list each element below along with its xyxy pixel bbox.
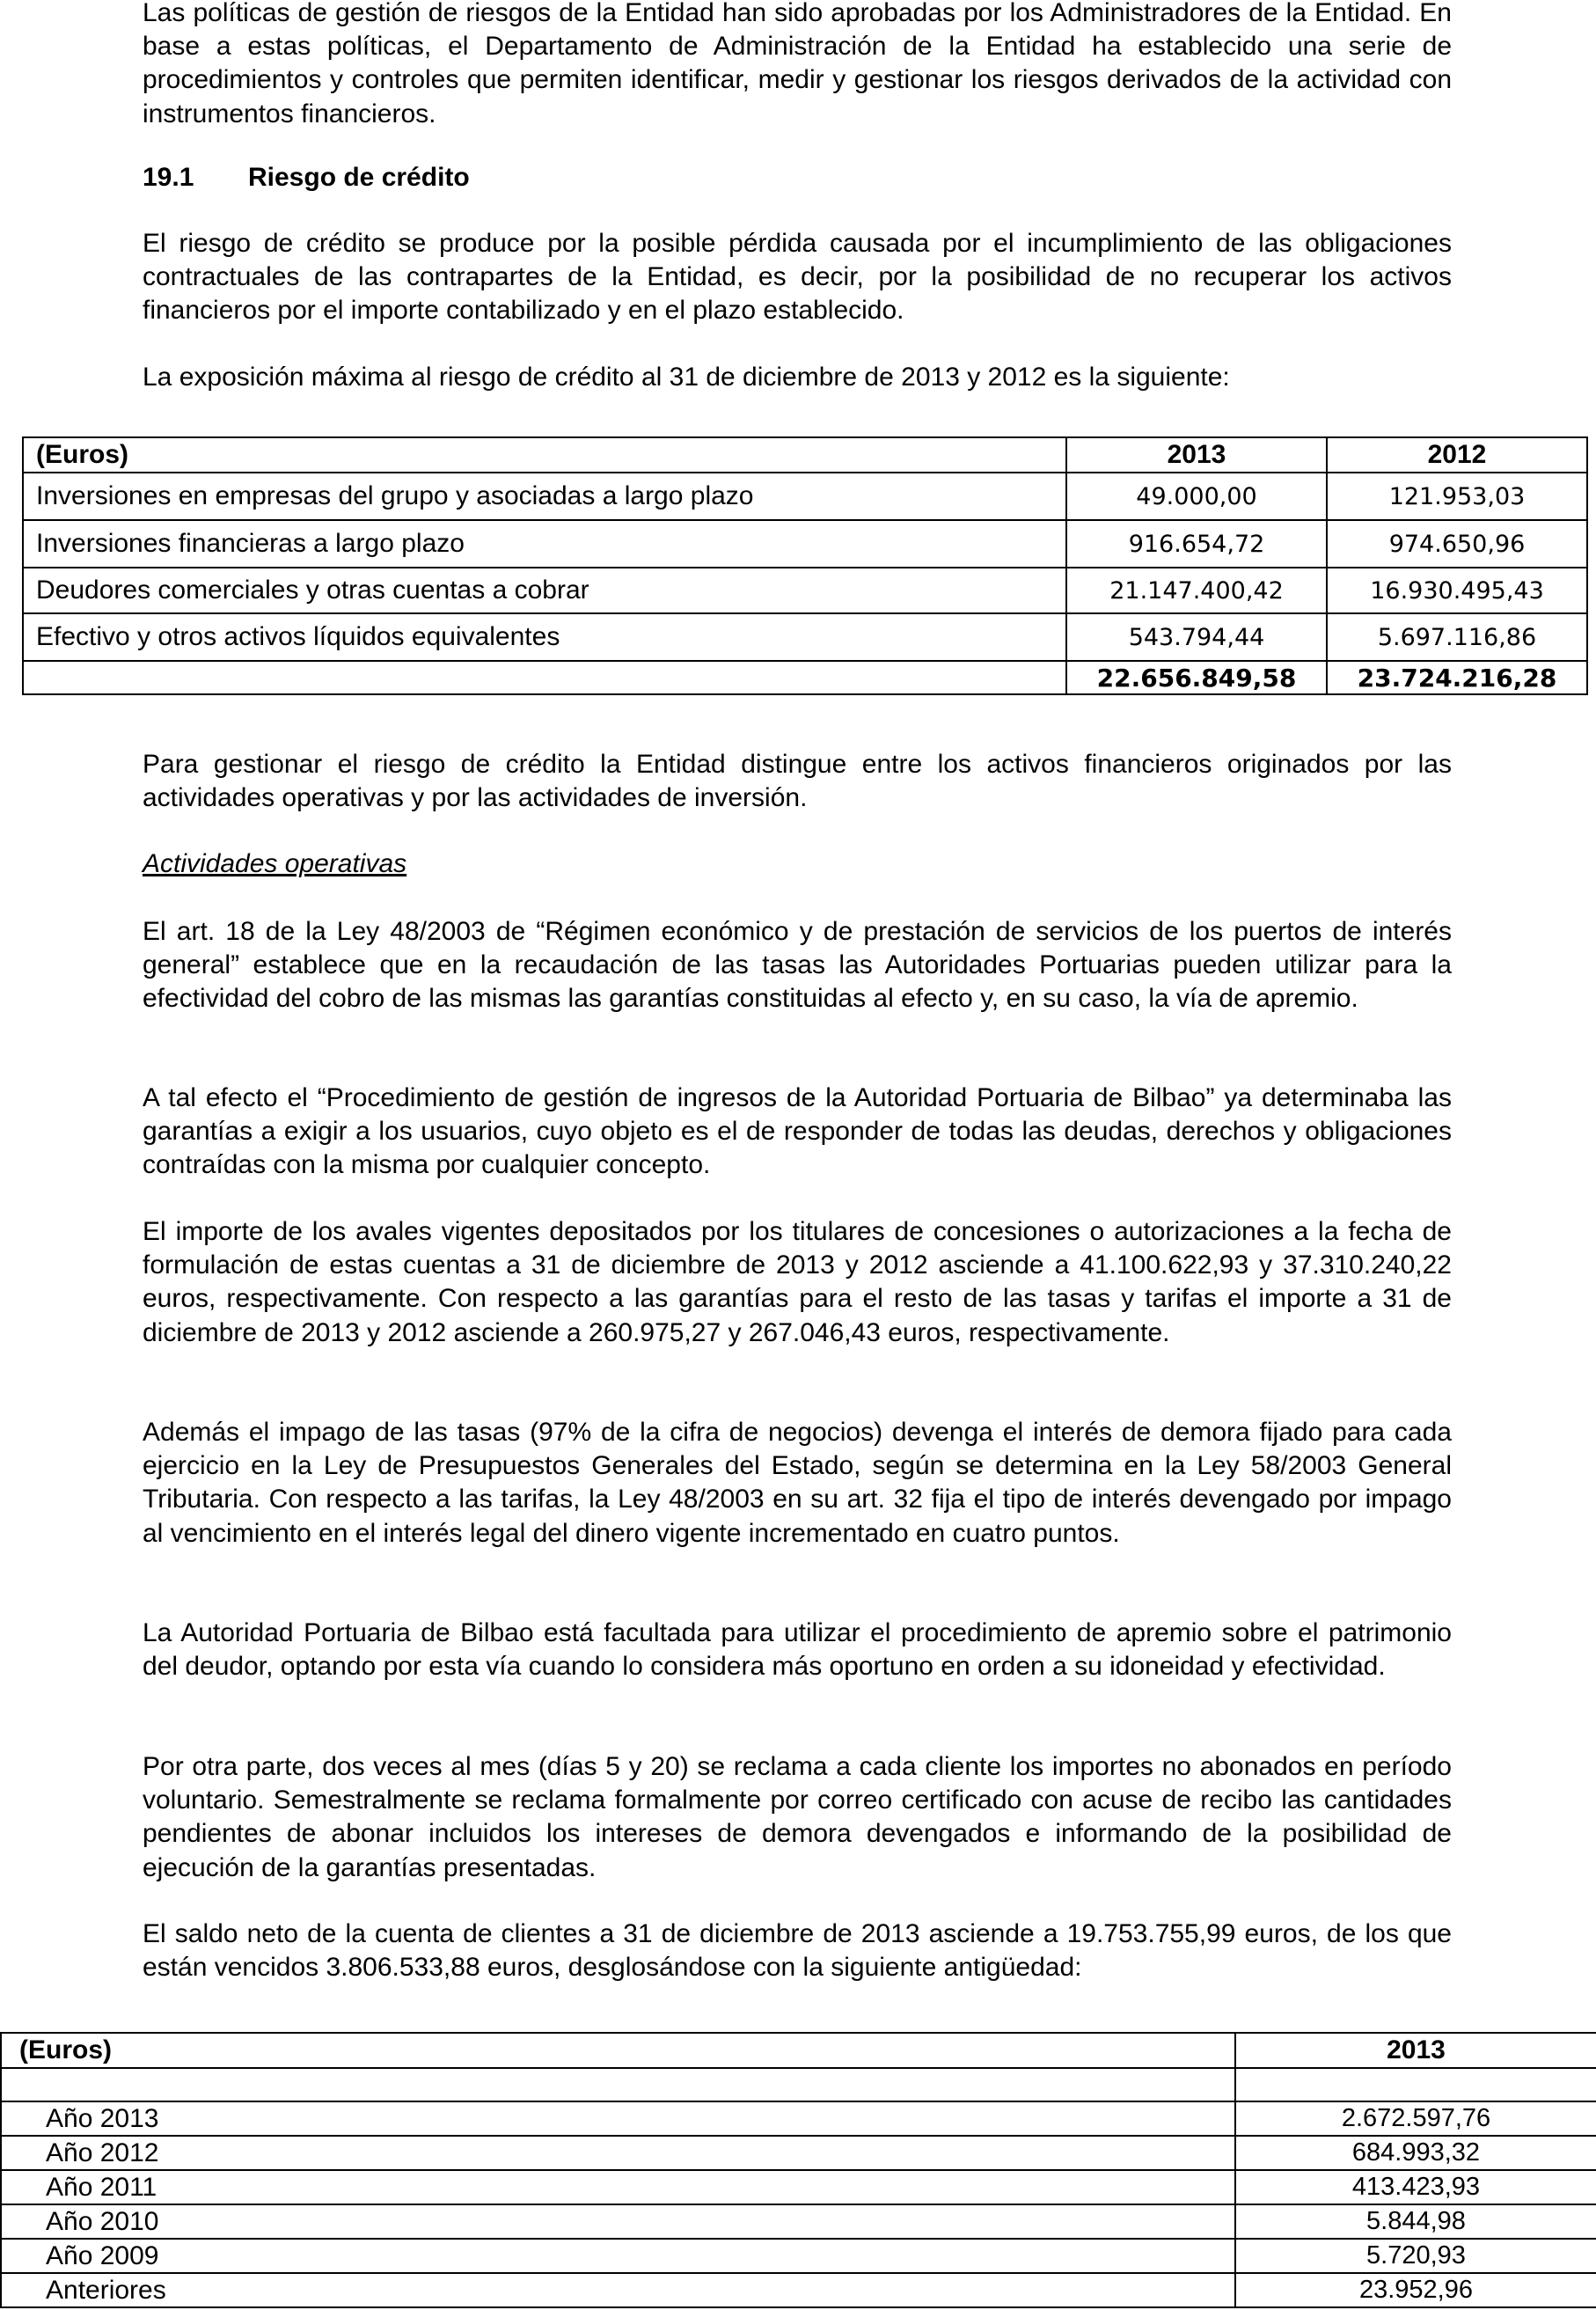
table-header-cell: 2013 — [1235, 2033, 1596, 2068]
value-2012: 5.697.116,86 — [1327, 613, 1587, 661]
row-value: 2.672.597,76 — [1235, 2101, 1596, 2136]
table-row — [1, 2204, 1596, 2239]
table-row — [23, 473, 1587, 520]
value-2013: 916.654,72 — [1066, 520, 1327, 568]
value-2013: 49.000,00 — [1066, 473, 1327, 520]
section-title: Riesgo de crédito — [248, 163, 470, 192]
credit-risk-definition: El riesgo de crédito se produce por la posible pérdida causada por el incumplimiento de las obligaciones contractuales de las contrapartes de la Entidad, es decir, por la posibilidad de no recuperar los activos financieros por el importe contabilizado y en el plazo establecido. — [143, 229, 1452, 326]
table-row — [1, 2273, 1596, 2307]
paragraph-art18: El art. 18 de la Ley 48/2003 de “Régimen económico y de prestación de servicios de los puertos de interés general” establece que en la recaudación de las tasas las Autoridades Portuarias pueden utilizar para la efectividad del cobro de las mismas las garantías constituidas al efecto y, en su caso, la vía de apremio. — [143, 917, 1452, 1014]
table-header-cell: 2013 — [1066, 437, 1327, 473]
intro-paragraph: Las políticas de gestión de riesgos de la Entidad han sido aprobadas por los Administradores de la Entidad. En base a estas políticas, el Departamento de Administración de la Entidad ha establecido una serie de procedimientos y controles que permiten identificar, medir y gestionar los riesgos derivados de la actividad con instrumentos financieros. — [143, 0, 1452, 128]
value-2012: 974.650,96 — [1327, 520, 1587, 568]
row-label: Año 2013 — [1, 2101, 1235, 2136]
exposure-intro: La exposición máxima al riesgo de crédito al 31 de diciembre de 2013 y 2012 es la siguiente: — [143, 363, 1230, 392]
blank-cell — [1, 2068, 1235, 2101]
paragraph-reclamaciones: Por otra parte, dos veces al mes (días 5 y 20) se reclama a cada cliente los importes no abonados en período voluntario. Semestralmente se reclama formalmente por correo certificado con acuse de recibo las cantidades pendientes de abonar incluidos los intereses de demora devengados e informando de la posibilidad de ejecución de la garantías presentadas. — [143, 1752, 1452, 1882]
row-value: 5.844,98 — [1235, 2204, 1596, 2239]
paragraph-impago: Además el impago de las tasas (97% de la cifra de negocios) devenga el interés de demora fijado para cada ejercicio en la Ley de Presupuestos Generales del Estado, según se determina en la Ley 58/2003 General Tributaria. Con respecto a las tarifas, la Ley 48/2003 en su art. 32 fija el tipo de interés devengado por impago al vencimiento en el interés legal del dinero vigente incrementado en cuatro puntos. — [143, 1418, 1452, 1548]
table-header-row — [23, 437, 1587, 473]
value-2012: 121.953,03 — [1327, 473, 1587, 520]
total-2013: 22.656.849,58 — [1066, 661, 1327, 694]
total-label — [23, 661, 1066, 694]
aging-table — [0, 2032, 1596, 2308]
paragraph-apremio: La Autoridad Portuaria de Bilbao está facultada para utilizar el procedimiento de apremio sobre el patrimonio del deudor, optando por esta vía cuando lo considera más oportuno en orden a su idoneidad y efectividad. — [143, 1618, 1452, 1682]
row-label: Año 2009 — [1, 2239, 1235, 2273]
table-row — [1, 2239, 1596, 2273]
value-2012: 16.930.495,43 — [1327, 568, 1587, 613]
row-label: Anteriores — [1, 2273, 1235, 2307]
table-row — [1, 2136, 1596, 2170]
table-row — [23, 613, 1587, 661]
table-row — [1, 2101, 1596, 2136]
table-header-cell: (Euros) — [1, 2033, 1235, 2068]
row-label: Año 2011 — [1, 2170, 1235, 2204]
row-label: Deudores comerciales y otras cuentas a cobrar — [23, 568, 1066, 613]
subheading-operativas: Actividades operativas — [143, 849, 407, 878]
table-header-cell: (Euros) — [23, 437, 1066, 473]
paragraph-procedimiento: A tal efecto el “Procedimiento de gestión de ingresos de la Autoridad Portuaria de Bilbao” ya determinaba las garantías a exigir a los usuarios, cuyo objeto es el de responder de todas las deudas, derechos y obligaciones contraídas con la misma por cualquier concepto. — [143, 1083, 1452, 1180]
row-label: Inversiones en empresas del grupo y asociadas a largo plazo — [23, 473, 1066, 520]
row-label: Año 2010 — [1, 2204, 1235, 2239]
row-value: 684.993,32 — [1235, 2136, 1596, 2170]
table-row — [1, 2170, 1596, 2204]
paragraph-avales: El importe de los avales vigentes depositados por los titulares de concesiones o autorizaciones a la fecha de formulación de estas cuentas a 31 de diciembre de 2013 y 2012 asciende a 41.100.622,93 y 37.310.240,22 euros, respectivamente. Con respecto a las garantías para el resto de las tasas y tarifas el importe a 31 de diciembre de 2013 y 2012 asciende a 260.975,27 y 267.046,43 euros, respectivamente. — [143, 1217, 1452, 1347]
total-2012: 23.724.216,28 — [1327, 661, 1587, 694]
table-header-cell: 2012 — [1327, 437, 1587, 473]
credit-exposure-table — [22, 436, 1588, 695]
section-number: 19.1 — [143, 163, 194, 192]
table-total-row — [23, 661, 1587, 694]
table-blank-row — [1, 2068, 1596, 2101]
table-row — [23, 520, 1587, 568]
value-2013: 21.147.400,42 — [1066, 568, 1327, 613]
row-label: Inversiones financieras a largo plazo — [23, 520, 1066, 568]
row-value: 5.720,93 — [1235, 2239, 1596, 2273]
management-paragraph: Para gestionar el riesgo de crédito la Entidad distingue entre los activos financieros originados por las actividades operativas y por las actividades de inversión. — [143, 750, 1452, 813]
section-heading — [143, 161, 470, 194]
row-label: Año 2012 — [1, 2136, 1235, 2170]
row-label: Efectivo y otros activos líquidos equivalentes — [23, 613, 1066, 661]
paragraph-saldo-clientes: El saldo neto de la cuenta de clientes a 31 de diciembre de 2013 asciende a 19.753.755,99 euros, de los que están vencidos 3.806.533,88 euros, desglosándose con la siguiente antigüedad: — [143, 1919, 1452, 1983]
row-value: 23.952,96 — [1235, 2273, 1596, 2307]
value-2013: 543.794,44 — [1066, 613, 1327, 661]
table-header-row — [1, 2033, 1596, 2068]
table-row — [23, 568, 1587, 613]
blank-cell — [1235, 2068, 1596, 2101]
row-value: 413.423,93 — [1235, 2170, 1596, 2204]
